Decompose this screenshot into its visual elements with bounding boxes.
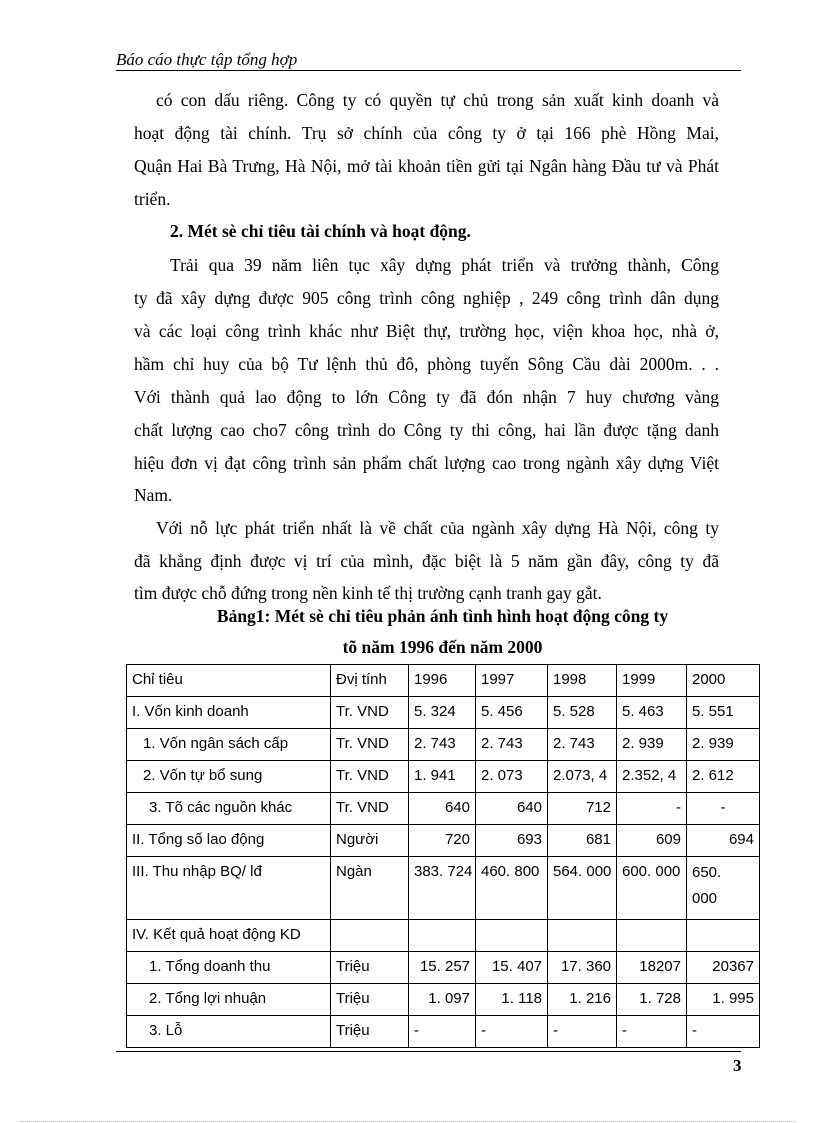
value-cell: - xyxy=(476,1016,548,1048)
table-row xyxy=(127,761,760,793)
table-row xyxy=(127,793,760,825)
value-cell: 15. 257 xyxy=(409,952,476,984)
row-label: III. Thu nhập BQ/ lđ xyxy=(127,857,331,920)
row-unit xyxy=(331,920,409,952)
value-cell: 640 xyxy=(409,793,476,825)
row-label: II. Tổng số lao động xyxy=(127,825,331,857)
section-heading: 2. Mét sè chỉ tiêu tài chính và hoạt động. xyxy=(170,221,471,241)
value-cell xyxy=(687,857,760,920)
row-label: 3. Tõ các nguồn khác xyxy=(127,793,331,825)
value-cell: 2. 939 xyxy=(617,729,687,761)
value-cell: 460. 800 xyxy=(476,857,548,920)
table-row xyxy=(127,920,760,952)
value-cell: 2. 743 xyxy=(476,729,548,761)
table-row xyxy=(127,825,760,857)
running-header: Báo cáo thực tập tổng hợp xyxy=(116,50,298,69)
value-cell xyxy=(548,920,617,952)
value-cell: 5. 324 xyxy=(409,697,476,729)
row-label: 3. Lỗ xyxy=(127,1016,331,1048)
value-cell: - xyxy=(617,793,687,825)
para2-line-2: ty đã xây dựng được 905 công trình công nghiệp , 249 công trình dân dụng xyxy=(134,288,719,308)
value-cell: 1. 118 xyxy=(476,984,548,1016)
row-unit: Ngàn xyxy=(331,857,409,920)
value-cell: 640 xyxy=(476,793,548,825)
value-cell: 20367 xyxy=(687,952,760,984)
header-cell: 1999 xyxy=(617,665,687,697)
row-unit: Triệu xyxy=(331,984,409,1016)
row-label: 2. Vốn tự bổ sung xyxy=(127,761,331,793)
page-edge xyxy=(20,1121,796,1122)
para2-line-3: và các loại công trình khác như Biệt thự, trường học, viện khoa học, nhà ở, xyxy=(134,321,719,341)
para3-line-3: tìm được chỗ đứng trong nền kinh tế thị trường cạnh tranh gay gắt. xyxy=(134,583,602,603)
para2-line-1: Trải qua 39 năm liên tục xây dựng phát triển và trưởng thành, Công xyxy=(170,255,719,275)
value-cell: 681 xyxy=(548,825,617,857)
value-cell: 694 xyxy=(687,825,760,857)
row-label: IV. Kết quả hoạt động KD xyxy=(127,920,331,952)
para2-line-5: Với thành quả lao động to lớn Công ty đã đón nhận 7 huy chương vàng xyxy=(134,387,719,407)
value-part: 650. xyxy=(692,864,722,881)
value-cell: 2. 612 xyxy=(687,761,760,793)
header-cell: 1997 xyxy=(476,665,548,697)
value-cell: 2. 743 xyxy=(409,729,476,761)
header-cell: 1998 xyxy=(548,665,617,697)
row-label: 2. Tổng lợi nhuận xyxy=(127,984,331,1016)
header-cell: Đvị tính xyxy=(331,665,409,697)
para3-line-1: Với nỗ lực phát triển nhất là về chất của ngành xây dựng Hà Nội, công ty xyxy=(156,518,719,538)
table-caption-line-1: Bảng1: Mét sè chỉ tiêu phản ánh tình hình hoạt động công ty xyxy=(216,606,669,626)
value-cell: - xyxy=(548,1016,617,1048)
value-cell: 1. 995 xyxy=(687,984,760,1016)
table-row xyxy=(127,697,760,729)
para1-line-3: Quận Hai Bà Trưng, Hà Nội, mở tài khoản tiền gửi tại Ngân hàng Đầu tư và Phát xyxy=(134,156,719,176)
value-cell: 5. 456 xyxy=(476,697,548,729)
row-unit: Người xyxy=(331,825,409,857)
para2-line-7: hiệu đơn vị đạt công trình sản phẩm chất lượng cao trong ngành xây dựng Việt xyxy=(134,453,719,473)
table-caption-line-2: tõ năm 1996 đến năm 2000 xyxy=(342,637,543,657)
value-cell xyxy=(476,920,548,952)
indicator-table xyxy=(126,664,760,1048)
para3-line-2: đã khẳng định được vị trí của mình, đặc biệt là 5 năm gần đây, công ty đã xyxy=(134,551,719,571)
value-cell: 5. 551 xyxy=(687,697,760,729)
value-cell: - xyxy=(687,793,760,825)
table-row xyxy=(127,857,760,920)
value-cell: 720 xyxy=(409,825,476,857)
para1-line-2: hoạt động tài chính. Trụ sở chính của công ty ở tại 166 phè Hồng Mai, xyxy=(134,123,719,143)
value-cell: 693 xyxy=(476,825,548,857)
value-cell: - xyxy=(687,1016,760,1048)
value-cell: 1. 097 xyxy=(409,984,476,1016)
para2-line-6: chất lượng cao cho7 công trình do Công ty thi công, hai lần được tặng danh xyxy=(134,420,719,440)
header-cell: 1996 xyxy=(409,665,476,697)
value-cell xyxy=(687,920,760,952)
value-cell: 15. 407 xyxy=(476,952,548,984)
value-cell: 17. 360 xyxy=(548,952,617,984)
table-row xyxy=(127,729,760,761)
para1-line-4: triển. xyxy=(134,189,171,209)
value-cell: - xyxy=(617,1016,687,1048)
value-cell: 2.073, 4 xyxy=(548,761,617,793)
value-cell: 5. 463 xyxy=(617,697,687,729)
row-unit: Tr. VND xyxy=(331,793,409,825)
value-part: 000 xyxy=(692,890,718,907)
header-divider xyxy=(116,70,741,71)
value-cell xyxy=(617,920,687,952)
row-label: 1. Vốn ngân sách cấp xyxy=(127,729,331,761)
value-cell: 5. 528 xyxy=(548,697,617,729)
value-cell: 609 xyxy=(617,825,687,857)
header-cell: Chỉ tiêu xyxy=(127,665,331,697)
value-cell: 383. 724 xyxy=(409,857,476,920)
value-cell: 1. 728 xyxy=(617,984,687,1016)
header-cell: 2000 xyxy=(687,665,760,697)
value-cell: 2. 939 xyxy=(687,729,760,761)
para2-line-8: Nam. xyxy=(134,485,173,505)
value-cell: 1. 216 xyxy=(548,984,617,1016)
row-label: 1. Tổng doanh thu xyxy=(127,952,331,984)
table-row xyxy=(127,1016,760,1048)
value-cell: - xyxy=(409,1016,476,1048)
footer-divider xyxy=(116,1051,741,1052)
value-cell: 2. 743 xyxy=(548,729,617,761)
table-header-row xyxy=(127,665,760,697)
value-cell: 1. 941 xyxy=(409,761,476,793)
row-label: I. Vốn kinh doanh xyxy=(127,697,331,729)
table-row xyxy=(127,952,760,984)
row-unit: Triệu xyxy=(331,952,409,984)
row-unit: Triệu xyxy=(331,1016,409,1048)
row-unit: Tr. VND xyxy=(331,729,409,761)
value-cell xyxy=(409,920,476,952)
page-number: 3 xyxy=(733,1056,742,1075)
value-cell: 18207 xyxy=(617,952,687,984)
value-cell: 600. 000 xyxy=(617,857,687,920)
value-cell: 564. 000 xyxy=(548,857,617,920)
table-row xyxy=(127,984,760,1016)
para1-line-1: có con dấu riêng. Công ty có quyền tự chủ trong sản xuất kinh doanh và xyxy=(156,90,719,110)
row-unit: Tr. VND xyxy=(331,761,409,793)
value-cell: 2.352, 4 xyxy=(617,761,687,793)
value-cell: 2. 073 xyxy=(476,761,548,793)
value-cell: 712 xyxy=(548,793,617,825)
row-unit: Tr. VND xyxy=(331,697,409,729)
para2-line-4: hầm chỉ huy của bộ Tư lệnh thủ đô, phòng tuyến Sông Cầu dài 2000m. . . xyxy=(134,354,719,374)
